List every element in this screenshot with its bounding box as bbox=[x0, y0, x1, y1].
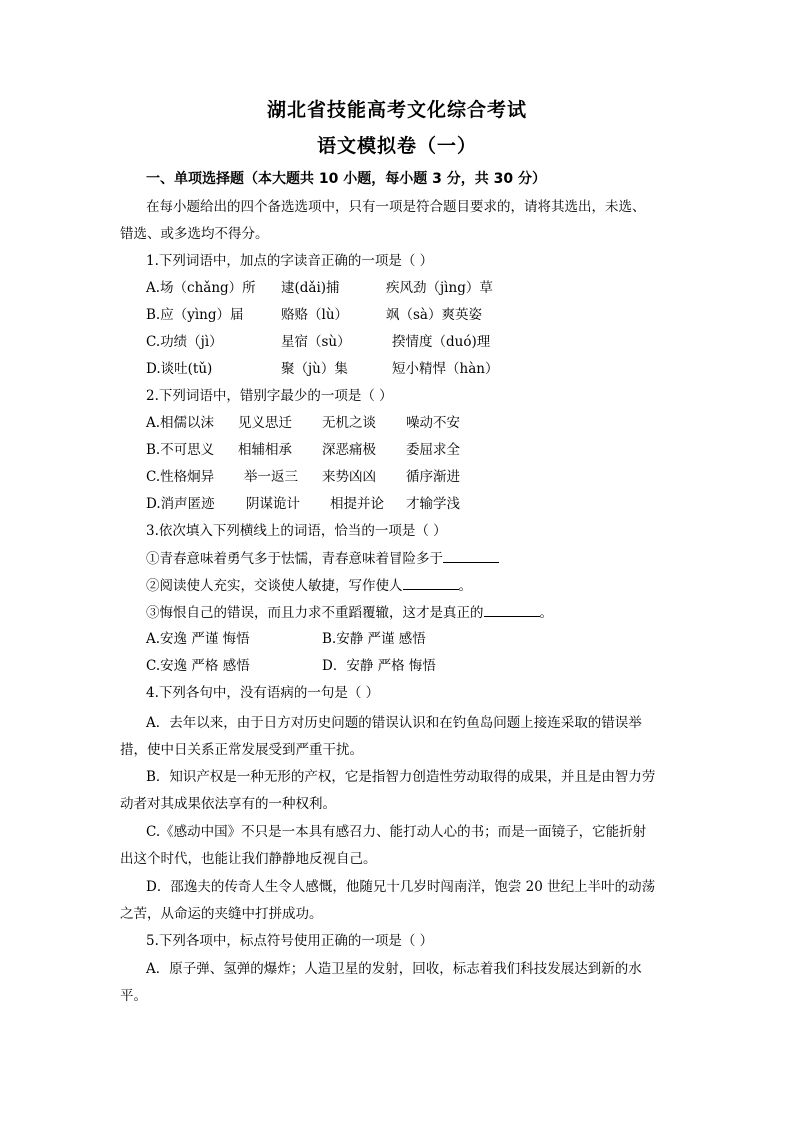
q5-option-a-line-2: 平。 bbox=[120, 988, 147, 1004]
q2-option-a-1: A.相儒以沫 bbox=[146, 415, 215, 431]
question-1-stem: 1.下列词语中，加点的字读音正确的一项是（ ） bbox=[146, 253, 434, 269]
q3-sentence-1 bbox=[146, 548, 499, 569]
q1-option-c-2: 星宿（sù） bbox=[281, 334, 351, 350]
period: 。 bbox=[539, 605, 553, 621]
q1-option-d-2: 聚（jù）集 bbox=[281, 361, 348, 377]
q3-sentence-2-text: ②阅读使人充实，交谈使人敏捷，写作使人 bbox=[146, 578, 403, 594]
q2-option-c-1: C.性格炯异 bbox=[146, 469, 215, 485]
q3-option-a: A.安逸 严谨 悔悟 bbox=[146, 631, 250, 647]
question-4-stem: 4.下列各句中，没有语病的一句是（ ） bbox=[146, 685, 380, 701]
q4-option-c-line-1: C.《感动中国》不只是一本具有感召力、能打动人心的书；而是一面镜子，它能折射 bbox=[146, 824, 647, 840]
question-2-stem: 2.下列词语中，错别字最少的一项是（ ） bbox=[146, 388, 393, 404]
q2-option-a-4: 噪动不安 bbox=[406, 415, 460, 431]
q1-option-c-1: C.功绩（jì） bbox=[146, 334, 223, 350]
q4-option-b-line-1: B．知识产权是一种无形的产权，它是指智力创造性劳动取得的成果，并且是由智力劳 bbox=[146, 769, 656, 785]
q1-option-d-1: D.谈吐(tǔ) bbox=[146, 361, 213, 377]
q1-option-b-1: B.应（yìng）届 bbox=[146, 307, 244, 323]
q1-option-b-3: 飒（sà）爽英姿 bbox=[386, 307, 482, 323]
q3-option-d: D．安静 严格 悔悟 bbox=[322, 658, 436, 674]
q2-option-c-3: 来势凶凶 bbox=[322, 469, 376, 485]
q2-option-d-1: D.消声匿迹 bbox=[146, 496, 215, 512]
q2-option-c-2: 举一返三 bbox=[244, 469, 298, 485]
q2-option-d-3: 相提并论 bbox=[330, 496, 384, 512]
q2-option-a-3: 无机之谈 bbox=[322, 415, 376, 431]
q1-option-c-3: 揆情度（duó)理 bbox=[392, 334, 491, 350]
instruction-line-2: 错选、或多选均不得分。 bbox=[120, 226, 269, 242]
q1-option-a-2: 逮(dǎi)捕 bbox=[281, 280, 340, 296]
q4-option-a-line-1: A．去年以来，由于日方对历史问题的错误认识和在钓鱼岛问题上接连采取的错误举 bbox=[146, 715, 642, 731]
exam-title: 湖北省技能高考文化综合考试 bbox=[266, 99, 527, 121]
fill-blank bbox=[403, 575, 459, 590]
question-5-stem: 5.下列各项中，标点符号使用正确的一项是（ ） bbox=[146, 933, 434, 949]
q3-option-c: C.安逸 严格 感悟 bbox=[146, 658, 250, 674]
q3-sentence-1-text: ①青春意味着勇气多于怯懦，青春意味着冒险多于 bbox=[146, 551, 443, 567]
q4-option-b-line-2: 动者对其成果依法享有的一种权利。 bbox=[120, 796, 336, 812]
q2-option-d-4: 才输学浅 bbox=[406, 496, 460, 512]
q2-option-b-2: 相辅相承 bbox=[238, 442, 292, 458]
q2-option-c-4: 循序渐进 bbox=[406, 469, 460, 485]
q4-option-d-line-2: 之苦，从命运的夹缝中打拼成功。 bbox=[120, 906, 323, 922]
fill-blank bbox=[484, 602, 540, 617]
q4-option-d-line-1: D．邵逸夫的传奇人生令人感慨，他随兄十几岁时闯南洋，饱尝 20 世纪上半叶的动荡 bbox=[146, 879, 656, 895]
fill-blank bbox=[443, 548, 499, 563]
q2-option-b-1: B.不可思义 bbox=[146, 442, 215, 458]
question-3-stem: 3.依次填入下列横线上的词语，恰当的一项是（ ） bbox=[146, 523, 447, 539]
q1-option-d-3: 短小精悍（hàn） bbox=[392, 361, 499, 377]
q1-option-a-1: A.场（chǎng）所 bbox=[146, 280, 256, 296]
q4-option-a-line-2: 措，使中日关系正常发展受到严重干扰。 bbox=[120, 742, 363, 758]
q2-option-b-3: 深恶痛极 bbox=[322, 442, 376, 458]
exam-subtitle: 语文模拟卷（一） bbox=[316, 135, 477, 157]
q1-option-b-2: 赂赂（lù） bbox=[281, 307, 349, 323]
q2-option-a-2: 见义思迁 bbox=[238, 415, 292, 431]
section-heading: 一、单项选择题（本大题共 10 小题，每小题 3 分，共 30 分） bbox=[146, 171, 546, 187]
q3-sentence-3 bbox=[146, 602, 553, 623]
q2-option-d-2: 阴谋诡计 bbox=[246, 496, 300, 512]
q3-sentence-3-text: ③悔恨自己的错误，而且力求不重蹈覆辙，这才是真正的 bbox=[146, 605, 484, 621]
period: 。 bbox=[458, 578, 472, 594]
instruction-line-1: 在每小题给出的四个备选选项中，只有一项是符合题目要求的，请将其选出，未选、 bbox=[146, 199, 646, 215]
q3-sentence-2 bbox=[146, 575, 472, 596]
q1-option-a-3: 疾风劲（jìng）草 bbox=[386, 280, 493, 296]
q3-option-b: B.安静 严谨 感悟 bbox=[322, 631, 426, 647]
q5-option-a-line-1: A．原子弹、氢弹的爆炸；人造卫星的发射，回收，标志着我们科技发展达到新的水 bbox=[146, 961, 642, 977]
q4-option-c-line-2: 出这个时代，也能让我们静静地反视自己。 bbox=[120, 851, 377, 867]
q2-option-b-4: 委屈求全 bbox=[406, 442, 460, 458]
